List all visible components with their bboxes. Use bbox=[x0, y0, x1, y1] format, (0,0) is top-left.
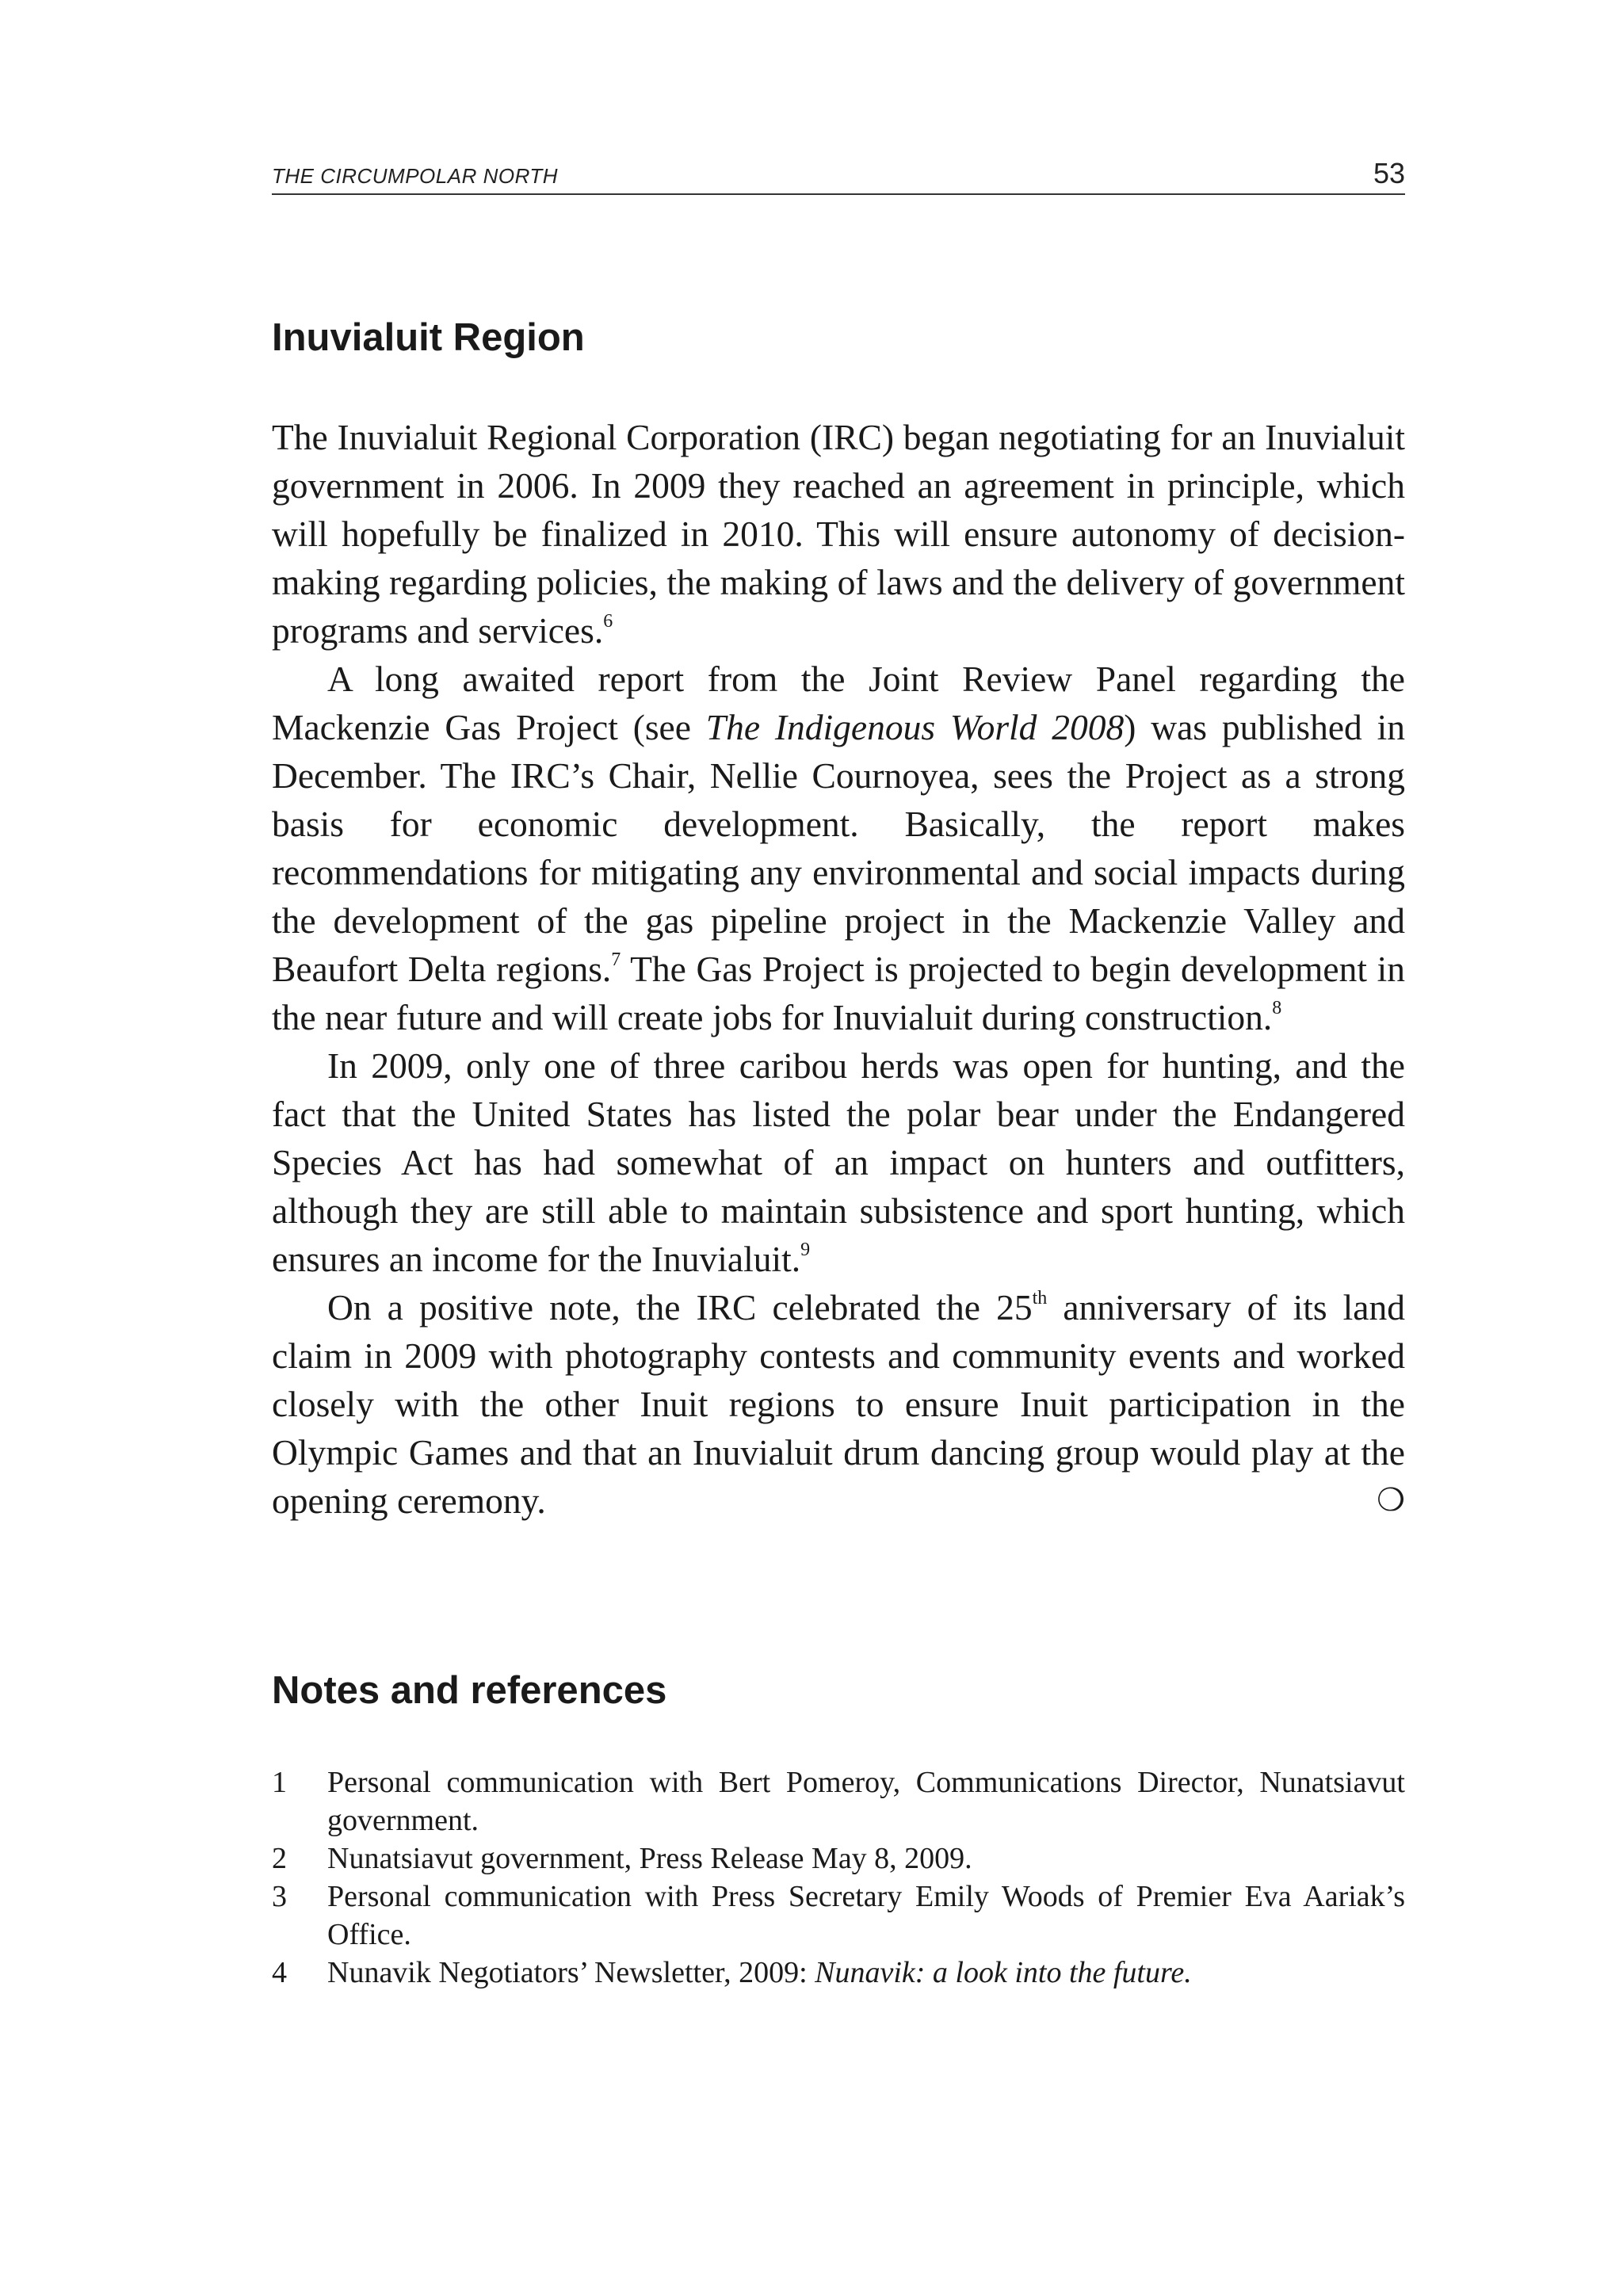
note-number: 4 bbox=[272, 1956, 287, 1989]
note-item bbox=[272, 1954, 1405, 1992]
footnote-ref-8: 8 bbox=[1272, 998, 1282, 1018]
running-title: THE CIRCUMPOLAR NORTH bbox=[272, 164, 559, 188]
section-heading-inuvialuit: Inuvialuit Region bbox=[272, 316, 585, 359]
note-number: 3 bbox=[272, 1880, 287, 1913]
notes-list bbox=[272, 1763, 1405, 1992]
note-text: Personal communication with Bert Pomeroy, Communications Director, Nunatsiavut government. bbox=[327, 1766, 1405, 1837]
section-heading-notes: Notes and references bbox=[272, 1669, 667, 1712]
paragraph-1-text: The Inuvialuit Regional Corporation (IRC) began negotiating for an Inuvialuit government in 2006. In 2009 they reached an agreement in principle, which will hopefully be finalized in 2010. This will ensure autonomy of decision-making regarding policies, the making of laws and the delivery of government programs and services. bbox=[272, 417, 1405, 651]
section-body bbox=[272, 413, 1405, 1525]
note-item bbox=[272, 1763, 1405, 1839]
note-text: Nunatsiavut government, Press Release May 8, 2009. bbox=[327, 1842, 972, 1875]
paragraph-2-text-a: A long awaited report from the Joint Review Panel regarding the Mackenzie Gas Project (see bbox=[272, 659, 1405, 747]
paragraph-3 bbox=[272, 1041, 1405, 1283]
footnote-ref-9: 9 bbox=[800, 1240, 811, 1260]
note-text: Personal communication with Press Secretary Emily Woods of Premier Eva Aariak’s Office. bbox=[327, 1880, 1405, 1951]
note-text: Nunavik Negotiators’ Newsletter, 2009: bbox=[327, 1956, 815, 1989]
paragraph-2-italic-title: The Indigenous World 2008 bbox=[705, 707, 1125, 747]
paragraph-2-text-c: The Gas Project is projected to begin development in the near future and will create jobs for Inuvialuit during construction. bbox=[272, 949, 1405, 1037]
paragraph-4 bbox=[272, 1283, 1405, 1525]
footnote-ref-6: 6 bbox=[603, 611, 613, 632]
paragraph-1 bbox=[272, 413, 1405, 655]
footnote-ref-7: 7 bbox=[611, 949, 621, 970]
end-of-article-icon: ❍ bbox=[1377, 1482, 1405, 1519]
paragraph-3-text: In 2009, only one of three caribou herds was open for hunting, and the fact that the United States has listed the polar bear under the Endangered Species Act has had somewhat of an impact on hunters and outfitters, although they are still able to maintain subsistence and sport hunting, which ensures an income for the Inuvialuit. bbox=[272, 1045, 1405, 1279]
note-item bbox=[272, 1839, 1405, 1878]
paragraph-4-text-a: On a positive note, the IRC celebrated the 25 bbox=[327, 1287, 1033, 1328]
paragraph-2 bbox=[272, 655, 1405, 1041]
ordinal-suffix: th bbox=[1032, 1288, 1048, 1308]
running-header bbox=[272, 155, 1405, 195]
note-number: 2 bbox=[272, 1842, 287, 1875]
note-item bbox=[272, 1878, 1405, 1954]
page-number: 53 bbox=[1373, 157, 1405, 189]
paragraph-4-text-b: anniversary of its land claim in 2009 with photography contests and community events and worked closely with the other Inuit regions to ensure Inuit participation in the Olympic Games and that an Inuvialuit drum dancing group would play at the opening ceremony. bbox=[272, 1287, 1405, 1521]
paragraph-2-text-b: ) was published in December. The IRC’s Chair, Nellie Cournoyea, sees the Project as a strong basis for economic development. Basically, the report makes recommendations for mitigating any environmental and social impacts during the development of the gas pipeline project in the Mackenzie Valley and Beaufort Delta regions. bbox=[272, 707, 1405, 989]
note-number: 1 bbox=[272, 1766, 287, 1799]
note-italic-title: Nunavik: a look into the future. bbox=[815, 1956, 1192, 1989]
